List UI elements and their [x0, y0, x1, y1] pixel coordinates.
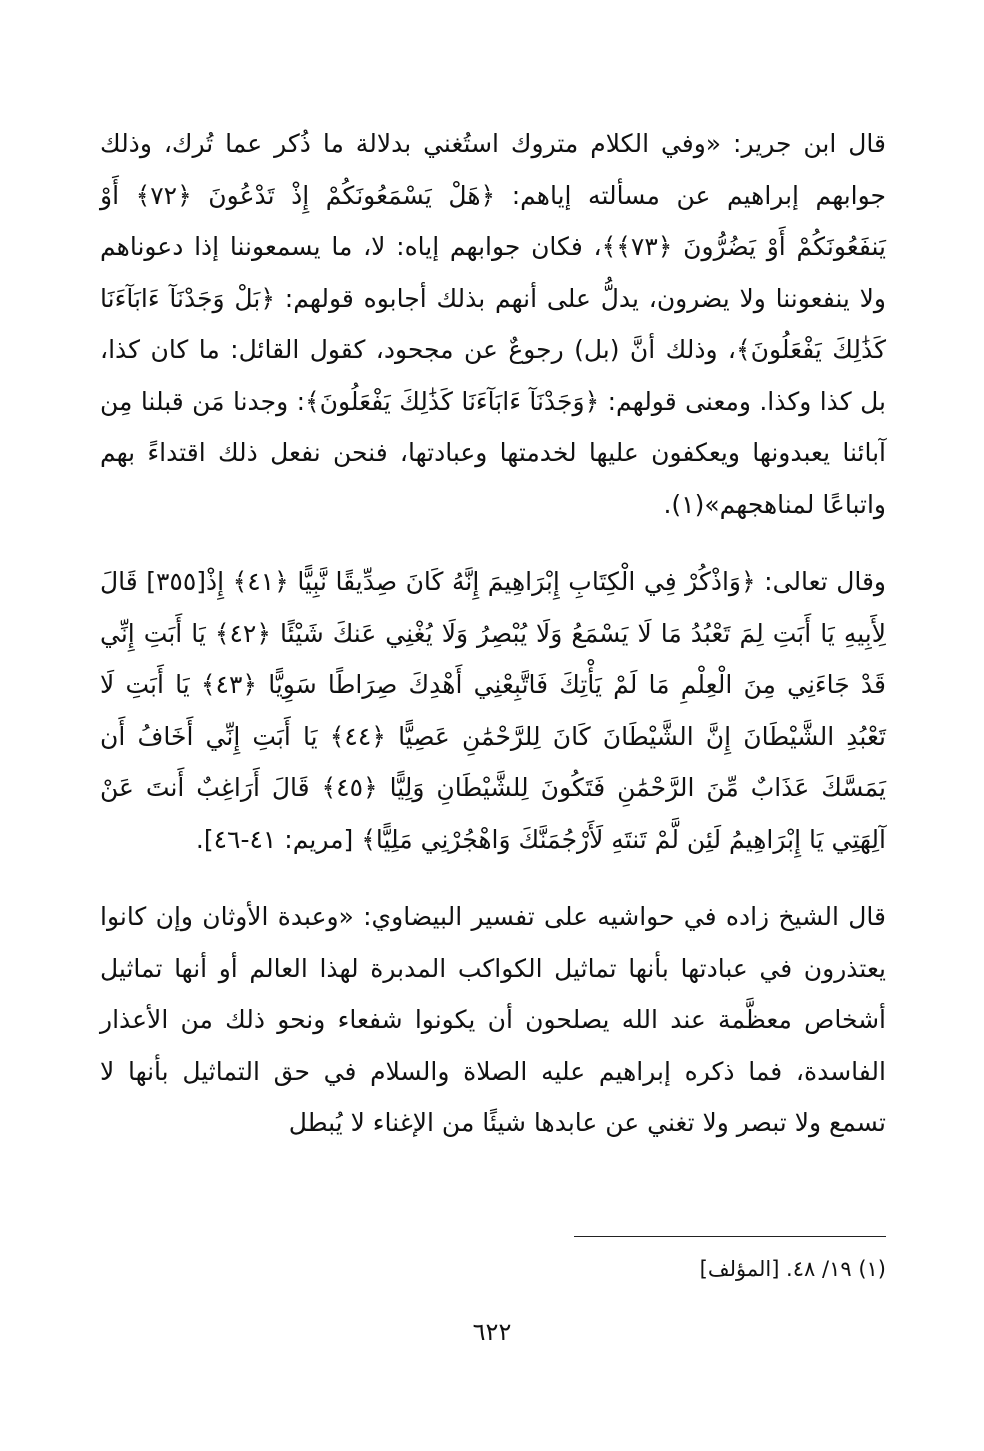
page-body — [100, 118, 886, 1149]
paragraph-ibn-jarir: قال ابن جرير: «وفي الكلام متروك استُغني بدلالة ما ذُكر عما تُرك، وذلك جوابهم إبراهيم عن مسألته إياهم: ﴿هَلْ يَسْمَعُونَكُمْ إِذْ تَدْعُونَ ﴿٧٢﴾ أَوْ يَنفَعُونَكُمْ أَوْ يَضُرُّونَ ﴿٧٣﴾﴾، فكان جوابهم إياه: لا، ما يسمعوننا إذا دعوناهم ولا ينفعوننا ولا يضرون، يدلُّ على أنهم بذلك أجابوه قولهم: ﴿بَلْ وَجَدْنَآ ءَابَآءَنَا كَذَٰلِكَ يَفْعَلُونَ﴾، وذلك أنَّ (بل) رجوعٌ عن مجحود، كقول القائل: ما كان كذا، بل كذا وكذا. ومعنى قولهم: ﴿وَجَدْنَآ ءَابَآءَنَا كَذَٰلِكَ يَفْعَلُونَ﴾: وجدنا مَن قبلنا مِن آبائنا يعبدونها ويعكفون عليها لخدمتها وعبادتها، فنحن نفعل ذلك اقتداءً بهم واتباعًا لمناهجهم»(١). — [100, 129, 886, 519]
footnote-divider — [574, 1236, 886, 1237]
footnote: (١) ١٩/ ٤٨. [المؤلف] — [699, 1257, 886, 1281]
page-number: ٦٢٢ — [472, 1318, 512, 1346]
paragraph-sheikh-zadeh: قال الشيخ زاده في حواشيه على تفسير البيضاوي: «وعبدة الأوثان وإن كانوا يعتذرون في عبادتها بأنها تماثيل الكواكب المدبرة لهذا العالم أو أنها تماثيل أشخاص معظَّمة عند الله يصلحون أن يكونوا شفعاء ونحو ذلك من الأعذار الفاسدة، فما ذكره إبراهيم عليه الصلاة والسلام في حق التماثيل بأنها لا تسمع ولا تبصر ولا تغني عن عابدها شيئًا من الإغناء لا يُبطل — [100, 902, 886, 1137]
paragraph-quran-maryam: وقال تعالى: ﴿وَاذْكُرْ فِي الْكِتَابِ إِبْرَاهِيمَ إِنَّهُ كَانَ صِدِّيقًا نَّبِيًّا ﴿٤١﴾ إِذْ[٣٥٥] قَالَ لِأَبِيهِ يَا أَبَتِ لِمَ تَعْبُدُ مَا لَا يَسْمَعُ وَلَا يُبْصِرُ وَلَا يُغْنِي عَنكَ شَيْئًا ﴿٤٢﴾ يَا أَبَتِ إِنِّي قَدْ جَاءَنِي مِنَ الْعِلْمِ مَا لَمْ يَأْتِكَ فَاتَّبِعْنِي أَهْدِكَ صِرَاطًا سَوِيًّا ﴿٤٣﴾ يَا أَبَتِ لَا تَعْبُدِ الشَّيْطَانَ إِنَّ الشَّيْطَانَ كَانَ لِلرَّحْمَٰنِ عَصِيًّا ﴿٤٤﴾ يَا أَبَتِ إِنِّي أَخَافُ أَن يَمَسَّكَ عَذَابٌ مِّنَ الرَّحْمَٰنِ فَتَكُونَ لِلشَّيْطَانِ وَلِيًّا ﴿٤٥﴾ قَالَ أَرَاغِبٌ أَنتَ عَنْ آلِهَتِي يَا إِبْرَاهِيمُ لَئِن لَّمْ تَنتَهِ لَأَرْجُمَنَّكَ وَاهْجُرْنِي مَلِيًّا﴾ [مريم: ٤١-٤٦]. — [100, 567, 887, 854]
